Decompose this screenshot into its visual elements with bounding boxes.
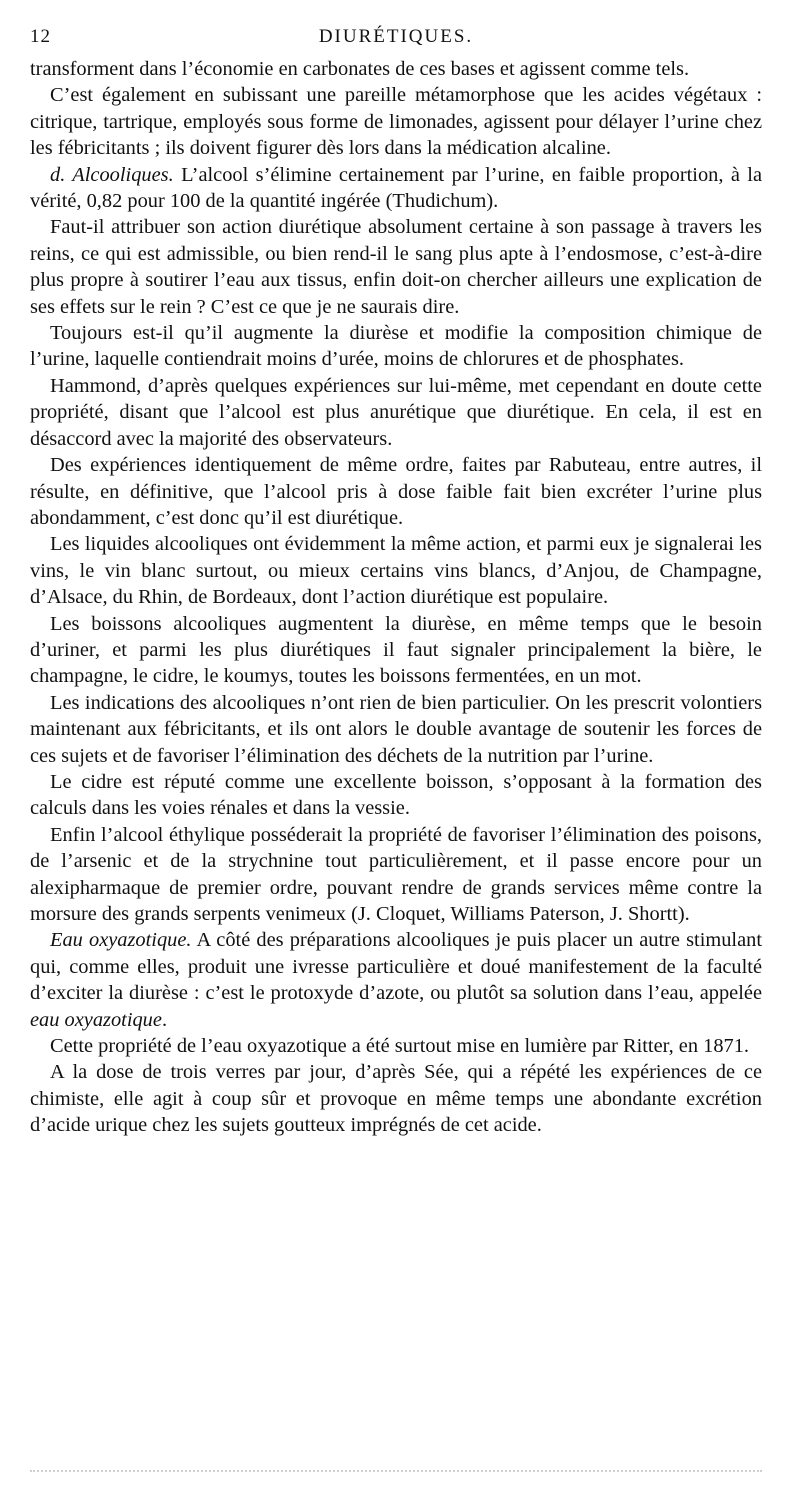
paragraph-alcooliques [30, 162, 762, 215]
paragraph-text: Les boissons alcooliques augmentent la diurèse, en même temps que le besoin d’uriner, et parmi les plus diurétiques il faut signaler principalement la bière, le champagne, le cidre, le koumys, toutes les boissons fermentées, en un mot. [30, 612, 762, 688]
paragraph [30, 214, 762, 320]
paragraph-text: transforment dans l’économie en carbonates de ces bases et agissent comme tels. [30, 58, 690, 80]
page-header [30, 26, 762, 56]
paragraph-tail: . [161, 1008, 168, 1031]
paragraph-text: Les indications des alcooliques n’ont rien de bien particulier. On les prescrit volontiers maintenant aux fébricitants, et ils ont alors le double avantage de soutenir les forces de ces sujets et de favoriser l’élimination des déchets de la nutrition par l’urine. [30, 691, 762, 767]
body-text [30, 56, 762, 1139]
paragraph-text: Enfin l’alcool éthylique posséderait la propriété de favoriser l’élimination des poisons, de l’arsenic et de la strychnine tout particulièrement, et il passe encore pour un alexipharmaque de premier ordre, pouvant rendre de grands services même contre la morsure des grands serpents venimeux (J. Cloquet, Williams Paterson, J. Shortt). [30, 823, 762, 925]
paragraph [30, 611, 762, 690]
paragraph-text: L’alcool s’élimine certainement par l’urine, en faible proportion, à la vérité, 0,82 pour 100 de la quantité ingérée (Thudichum). [30, 163, 763, 213]
paragraph [30, 1059, 762, 1138]
paragraph [30, 56, 762, 82]
paragraph-text: Hammond, d’après quelques expériences sur lui-même, met cependant en doute cette propriété, disant que l’alcool est plus anurétique que diurétique. En cela, il est en désaccord avec la majorité des observateurs. [30, 374, 762, 450]
paragraph [30, 769, 762, 822]
paragraph-eau-oxyazotique [30, 927, 762, 1033]
paragraph-text: Cette propriété de l’eau oxyazotique a été surtout mise en lumière par Ritter, en 1871. [50, 1035, 750, 1058]
page-number: 12 [30, 26, 51, 47]
paragraph-text: Le cidre est réputé comme une excellente boisson, s’opposant à la formation des calculs dans les voies rénales et dans la vessie. [30, 770, 762, 820]
running-title: DIURÉTIQUES. [318, 26, 474, 47]
paragraph [30, 822, 762, 928]
section-heading: d. Alcooliques. [50, 163, 174, 186]
emphasized-term: eau oxyazotique [30, 1008, 162, 1031]
paragraph-text: Toujours est-il qu’il augmente la diurèse et modifie la composition chimique de l’urine, laquelle contiendrait moins d’urée, moins de chlorures et de phosphates. [30, 322, 762, 371]
paragraph-text: A la dose de trois verres par jour, d’après Sée, qui a répété les expériences de ce chimiste, elle agit à coup sûr et provoque en même temps une abondante excrétion d’acide urique chez les sujets goutteux imprégnés de cet acide. [30, 1061, 762, 1137]
paragraph-text: C’est également en subissant une pareille métamorphose que les acides végétaux : citrique, tartrique, employés sous forme de limonades, agissent pour délayer l’urine chez les fébricitants ; ils doivent figurer dès lors dans la médication alcaline. [30, 84, 762, 160]
paragraph [30, 320, 762, 373]
scan-artifact-line [30, 1470, 762, 1476]
section-heading: Eau oxyazotique. [50, 929, 192, 952]
paragraph-text: Les liquides alcooliques ont évidemment la même action, et parmi eux je signalerai les vins, le vin blanc surtout, ou mieux certains vins blancs, d’Anjou, de Champagne, d’Alsace, du Rhin, de Bordeaux, dont l’action diurétique est populaire. [30, 533, 762, 609]
paragraph [30, 373, 762, 452]
book-page [30, 26, 762, 1139]
paragraph-text: Des expériences identiquement de même ordre, faites par Rabuteau, entre autres, il résulte, en définitive, que l’alcool pris à dose faible fait bien excréter l’urine plus abondamment, c’est donc qu’il est diurétique. [30, 454, 762, 529]
paragraph [30, 1033, 762, 1059]
paragraph-text: Faut-il attribuer son action diurétique absolument certaine à son passage à travers les reins, ce qui est admissible, ou bien rend-il le sang plus apte à l’endosmose, c’est-à-dire plus propre à soutirer l’eau aux tissus, enfin doit-on chercher ailleurs une explication de ses effets sur le rein ? C’est ce que je ne saurais dire. [30, 216, 762, 318]
paragraph [30, 690, 762, 769]
paragraph-text: A côté des préparations alcooliques je puis placer un autre stimulant qui, comme elles, produit une ivresse particulière et doué manifestement de la faculté d’exciter la diurèse : c’est le protoxyde d’azote, ou plutôt sa solution dans l’eau, appelée [30, 929, 762, 1005]
paragraph [30, 82, 762, 161]
paragraph [30, 452, 762, 531]
paragraph [30, 531, 762, 610]
